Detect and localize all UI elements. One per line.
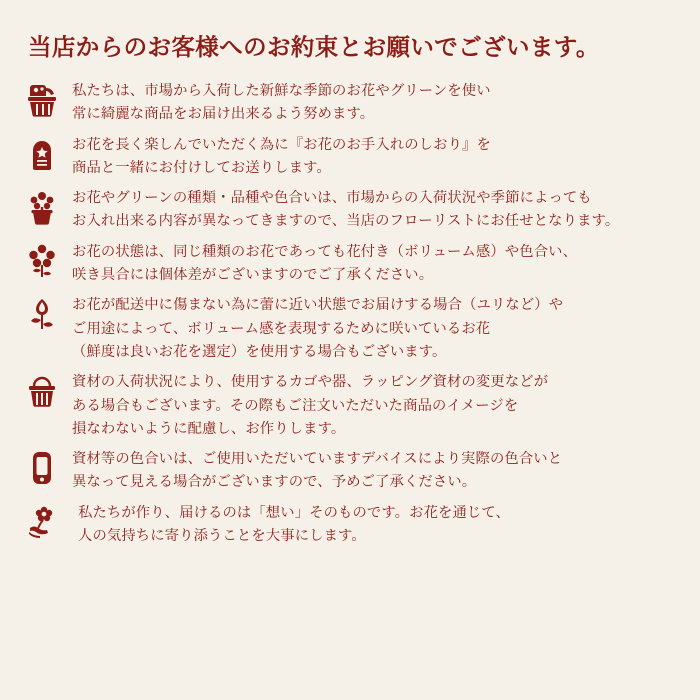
list-item	[22, 502, 678, 547]
text-line: 商品と一緒にお付けしてお送りします。	[72, 159, 331, 176]
list-item	[22, 241, 678, 286]
list-item-text	[72, 187, 619, 232]
text-line: ご用途によって、ボリューム感を表現するために咲いているお花	[72, 320, 491, 337]
text-line: 資材等の色合いは、ご使用いただいていますデバイスにより実際の色合いと	[72, 451, 563, 468]
text-line: 損なわないように配慮し、お作りします。	[72, 420, 346, 437]
hand-flower-icon	[22, 502, 62, 540]
list-item	[22, 187, 678, 232]
flower-basket-icon	[22, 80, 62, 118]
list-item	[22, 134, 678, 179]
text-line: お花やグリーンの種類・品種や色合いは、市場からの入荷状況や季節によっても	[72, 190, 592, 207]
list-item-text	[72, 241, 577, 286]
list-item-text	[72, 80, 491, 125]
list-item-text	[72, 371, 548, 439]
text-line: お花を長く楽しんでいただく為に『お花のお手入れのしおり』を	[72, 136, 491, 153]
list-item-text	[72, 502, 510, 547]
text-line: 私たちは、市場から入荷した新鮮な季節のお花やグリーンを使い	[72, 83, 491, 99]
text-line: お花の状態は、同じ種類のお花であっても花付き（ボリューム感）や色合い、	[72, 243, 578, 260]
list-item-text	[72, 294, 563, 362]
text-line: 資材の入荷状況により、使用するカゴや器、ラッピング資材の変更などが	[72, 374, 549, 391]
text-line: 常に綺麗な商品をお届け出来るよう努めます。	[72, 106, 375, 123]
list-item	[22, 371, 678, 439]
list-item	[22, 448, 678, 493]
text-line: 異なって見える場合がございますので、予めご了承ください。	[72, 474, 477, 491]
text-line: お花が配送中に傷まない為に蕾に近い状態でお届けする場合（ユリなど）や	[72, 297, 564, 314]
list-item-text	[72, 448, 562, 493]
bud-leaf-icon	[22, 294, 62, 332]
care-card-icon	[22, 134, 62, 172]
potted-bouquet-icon	[22, 187, 62, 225]
smartphone-icon	[22, 448, 62, 486]
text-line: ある場合もございます。その際もご注文いただいた商品のイメージを	[72, 397, 519, 414]
text-line: 私たちが作り、届けるのは「想い」そのものです。お花を通じて、	[78, 504, 510, 521]
text-line: （鮮度は良いお花を選定）を使用する場合もございます。	[72, 343, 447, 360]
text-line: 咲き具合には個体差がございますのでご了承ください。	[72, 267, 434, 284]
text-line: 人の気持ちに寄り添うことを大事にします。	[78, 528, 366, 545]
list-item	[22, 294, 678, 362]
basket-icon	[22, 371, 62, 409]
list-item	[22, 80, 678, 125]
list-item-text	[72, 134, 491, 179]
promise-list	[22, 78, 678, 546]
blossom-icon	[22, 241, 62, 279]
text-line: お入れ出来る内容が異なってきますので、当店のフローリストにお任せとなります。	[72, 213, 620, 230]
page-title: 当店からのお客様へのお約束とお願いでございます。	[28, 34, 600, 60]
